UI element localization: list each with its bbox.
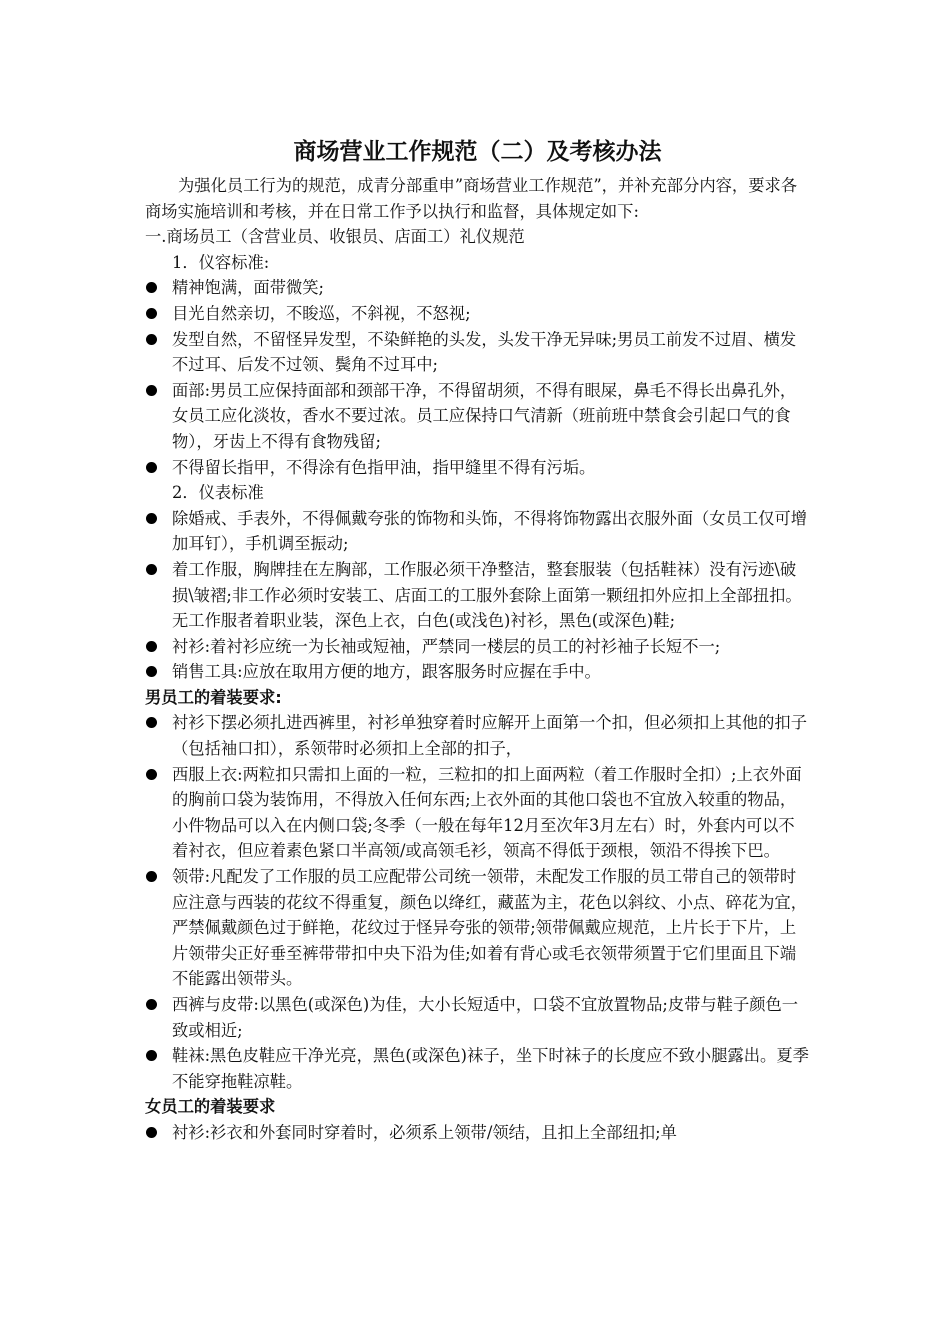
list-item: 西服上衣:两粒扣只需扣上面的一粒，三粒扣的扣上面两粒（着工作服时全扣）;上衣外面的胸前口袋为装饰用，不得放入任何东西;上衣外面的其他口袋也不宜放入较重的物品，小件物品可以入在内侧口袋;冬季（一般在每年12月至次年3月左右）时，外套内可以不着衬衣，但应着素色紧口半高领/或高领毛衫，领高不得低于颈根，领沿不得挨下巴。 bbox=[145, 762, 810, 864]
document-page bbox=[145, 135, 810, 1146]
list-item: 目光自然亲切，不睃巡，不斜视，不怒视; bbox=[145, 301, 810, 327]
list-item: 除婚戒、手表外，不得佩戴夸张的饰物和头饰，不得将饰物露出衣服外面（女员工仅可增加耳钉），手机调至振动; bbox=[145, 506, 810, 557]
list-item: 不得留长指甲，不得涂有色指甲油，指甲缝里不得有污垢。 bbox=[145, 455, 810, 481]
list-item: 鞋袜:黑色皮鞋应干净光亮，黑色(或深色)袜子，坐下时袜子的长度应不致小腿露出。夏季不能穿拖鞋凉鞋。 bbox=[145, 1043, 810, 1094]
bullet-icon bbox=[146, 999, 157, 1010]
document-title: 商场营业工作规范（二）及考核办法 bbox=[293, 139, 662, 165]
bullet-icon bbox=[146, 1127, 157, 1138]
list-item: 精神饱满，面带微笑; bbox=[145, 275, 810, 301]
bullet-icon bbox=[146, 462, 157, 473]
bullet-icon bbox=[146, 308, 157, 319]
bullet-icon bbox=[146, 385, 157, 396]
bullet-list bbox=[145, 710, 810, 1094]
list-item: 面部:男员工应保持面部和颈部干净，不得留胡须，不得有眼屎，鼻毛不得长出鼻孔外，女员工应化淡妆，香水不要过浓。员工应保持口气清新（班前班中禁食会引起口气的食物），牙齿上不得有食物残留; bbox=[145, 378, 810, 455]
subsection-heading: 1．仪容标准: bbox=[172, 252, 270, 272]
section-heading: 一.商场员工（含营业员、收银员、店面工）礼仪规范 bbox=[145, 227, 525, 247]
bullet-icon bbox=[146, 334, 157, 345]
bullet-icon bbox=[146, 513, 157, 524]
female-dress-heading: 女员工的着装要求 bbox=[145, 1097, 276, 1117]
list-item: 着工作服，胸牌挂在左胸部，工作服必须干净整洁，整套服装（包括鞋袜）没有污迹\破损\皱褶;非工作必须时安装工、店面工的工服外套除上面第一颗纽扣外应扣上全部扭扣。无工作服者着职业装，深色上衣，白色(或浅色)衬衫，黑色(或深色)鞋; bbox=[145, 557, 810, 634]
bullet-icon bbox=[146, 666, 157, 677]
bullet-icon bbox=[146, 1050, 157, 1061]
male-dress-heading: 男员工的着装要求: bbox=[145, 687, 282, 707]
bullet-icon bbox=[146, 564, 157, 575]
list-item: 发型自然，不留怪异发型，不染鲜艳的头发，头发干净无异味;男员工前发不过眉、横发不过耳、后发不过领、鬓角不过耳中; bbox=[145, 327, 810, 378]
bullet-icon bbox=[146, 641, 157, 652]
list-item: 销售工具:应放在取用方便的地方，跟客服务时应握在手中。 bbox=[145, 659, 810, 685]
list-item: 衬衫下摆必须扎进西裤里，衬衫单独穿着时应解开上面第一个扣，但必须扣上其他的扣子（包括袖口扣），系领带时必须扣上全部的扣子， bbox=[145, 710, 810, 761]
list-item: 西裤与皮带:以黑色(或深色)为佳，大小长短适中，口袋不宜放置物品;皮带与鞋子颜色一致或相近; bbox=[145, 992, 810, 1043]
subsection-heading: 2．仪表标准 bbox=[172, 483, 264, 503]
bullet-icon bbox=[146, 871, 157, 882]
intro-paragraph: 为强化员工行为的规范，成青分部重申”商场营业工作规范”，并补充部分内容，要求各商场实施培训和考核，并在日常工作予以执行和监督，具体规定如下: bbox=[145, 176, 798, 221]
list-item: 衬衫:着衬衫应统一为长袖或短袖，严禁同一楼层的员工的衬衫袖子长短不一; bbox=[145, 634, 810, 660]
bullet-list bbox=[145, 1120, 810, 1146]
bullet-icon bbox=[146, 282, 157, 293]
bullet-list bbox=[145, 506, 810, 685]
list-item: 衬衫:衫衣和外套同时穿着时，必须系上领带/领结，且扣上全部纽扣;单 bbox=[145, 1120, 810, 1146]
bullet-list bbox=[145, 275, 810, 480]
list-item: 领带:凡配发了工作服的员工应配带公司统一领带，未配发工作服的员工带自己的领带时应注意与西装的花纹不得重复，颜色以绛红，藏蓝为主，花色以斜纹、小点、碎花为宜，严禁佩戴颜色过于鲜艳，花纹过于怪异夸张的领带;领带佩戴应规范，上片长于下片，上片领带尖正好垂至裤带带扣中央下沿为佳;如着有背心或毛衣领带须置于它们里面且下端不能露出领带头。 bbox=[145, 864, 810, 992]
bullet-icon bbox=[146, 769, 157, 780]
bullet-icon bbox=[146, 717, 157, 728]
